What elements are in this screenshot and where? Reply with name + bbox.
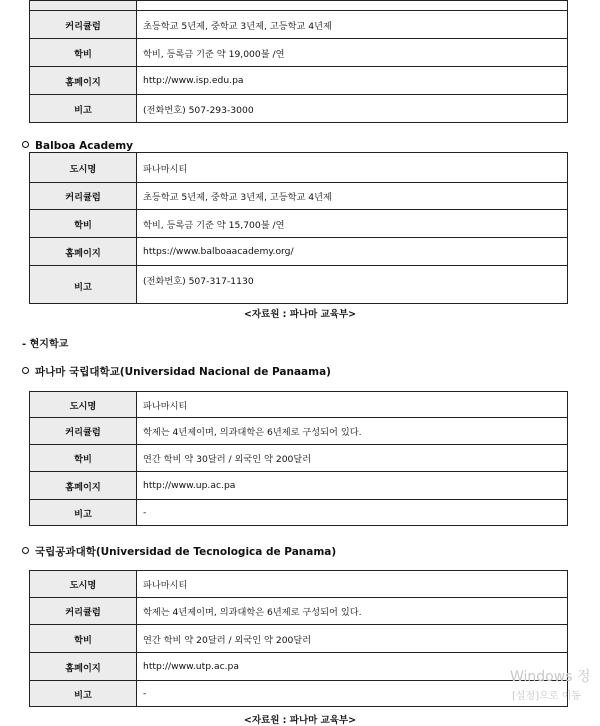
table-row bbox=[30, 571, 568, 598]
table-row bbox=[30, 392, 568, 418]
table-row bbox=[30, 418, 568, 445]
row-key: 비고 bbox=[30, 500, 137, 526]
row-value: (전화번호) 507-317-1130 bbox=[137, 266, 568, 304]
row-value: 연간 학비 약 20달러 / 외국인 약 200달러 bbox=[137, 625, 568, 653]
row-key: 커리큘럼 bbox=[30, 183, 137, 210]
row-key: 홈페이지 bbox=[30, 67, 137, 95]
row-value: http://www.up.ac.pa bbox=[137, 472, 568, 500]
row-key: 도시명 bbox=[30, 153, 137, 183]
row-value: - bbox=[137, 500, 568, 526]
row-key: 커리큘럼 bbox=[30, 11, 137, 39]
row-key: 비고 bbox=[30, 266, 137, 304]
row-value: 초등학교 5년제, 중학교 3년제, 고등학교 4년제 bbox=[137, 183, 568, 210]
table-row bbox=[30, 500, 568, 526]
row-key: 홈페이지 bbox=[30, 238, 137, 266]
row-value: 파나마시티 bbox=[137, 392, 568, 418]
row-value: (전화번호) 507-293-3000 bbox=[137, 95, 568, 123]
table-row bbox=[30, 11, 568, 39]
table-row bbox=[30, 153, 568, 183]
row-key: 도시명 bbox=[30, 392, 137, 418]
circle-bullet-icon bbox=[22, 547, 29, 554]
source-caption: <자료원 : 파나마 교육부> bbox=[243, 715, 357, 726]
table-row bbox=[30, 39, 568, 67]
row-value: 파나마시티 bbox=[137, 153, 568, 183]
school-table-balboa bbox=[29, 152, 568, 304]
row-value: 학제는 4년제이며, 의과대학은 6년제로 구성되어 있다. bbox=[137, 418, 568, 445]
circle-bullet-icon bbox=[22, 367, 29, 374]
table-row bbox=[30, 238, 568, 266]
row-value: http://www.utp.ac.pa bbox=[137, 653, 568, 681]
row-value: 파나마시티 bbox=[137, 571, 568, 598]
school-table-up bbox=[29, 391, 568, 526]
source-caption: <자료원 : 파나마 교육부> bbox=[243, 309, 357, 320]
table-row bbox=[30, 472, 568, 500]
row-key: 도시명 bbox=[30, 571, 137, 598]
row-value: 학비, 등록금 기준 약 19,000불 /연 bbox=[137, 39, 568, 67]
section-heading-local: - 현지학교 bbox=[22, 339, 69, 350]
section-heading-balboa: Balboa Academy bbox=[22, 140, 133, 152]
table-row bbox=[30, 67, 568, 95]
section-heading-utp: 국립공과대학(Universidad de Tecnologica de Panama) bbox=[22, 544, 336, 559]
school-table-utp bbox=[29, 570, 568, 707]
table-row bbox=[30, 1, 568, 11]
row-key: 학비 bbox=[30, 625, 137, 653]
row-key: 홈페이지 bbox=[30, 653, 137, 681]
school-table-isp bbox=[29, 0, 568, 123]
row-key: 비고 bbox=[30, 681, 137, 707]
row-value: - bbox=[137, 681, 568, 707]
row-value: http://www.isp.edu.pa bbox=[137, 67, 568, 95]
table-row bbox=[30, 183, 568, 210]
table-row bbox=[30, 445, 568, 472]
table-row bbox=[30, 210, 568, 238]
windows-activation-watermark: Windows 정 bbox=[510, 669, 591, 685]
row-value: 학비, 등록금 기준 약 15,700불 /연 bbox=[137, 210, 568, 238]
row-key: 학비 bbox=[30, 39, 137, 67]
row-key: 커리큘럼 bbox=[30, 418, 137, 445]
section-heading-up: 파나마 국립대학교(Universidad Nacional de Panaama) bbox=[22, 364, 331, 379]
table-row bbox=[30, 681, 568, 707]
row-key: 학비 bbox=[30, 445, 137, 472]
circle-bullet-icon bbox=[22, 141, 29, 148]
row-value: https://www.balboaacademy.org/ bbox=[137, 238, 568, 266]
windows-activation-watermark-sub: [설정]으로 이동 bbox=[512, 691, 581, 702]
row-key: 홈페이지 bbox=[30, 472, 137, 500]
row-value: 연간 학비 약 30달러 / 외국인 약 200달러 bbox=[137, 445, 568, 472]
table-row bbox=[30, 598, 568, 625]
table-row bbox=[30, 653, 568, 681]
row-key: 커리큘럼 bbox=[30, 598, 137, 625]
table-row bbox=[30, 95, 568, 123]
table-row bbox=[30, 266, 568, 304]
table-row bbox=[30, 625, 568, 653]
row-value: 학제는 4년제이며, 의과대학은 6년제로 구성되어 있다. bbox=[137, 598, 568, 625]
row-key: 학비 bbox=[30, 210, 137, 238]
row-key: 비고 bbox=[30, 95, 137, 123]
row-value: 초등학교 5년제, 중학교 3년제, 고등학교 4년제 bbox=[137, 11, 568, 39]
